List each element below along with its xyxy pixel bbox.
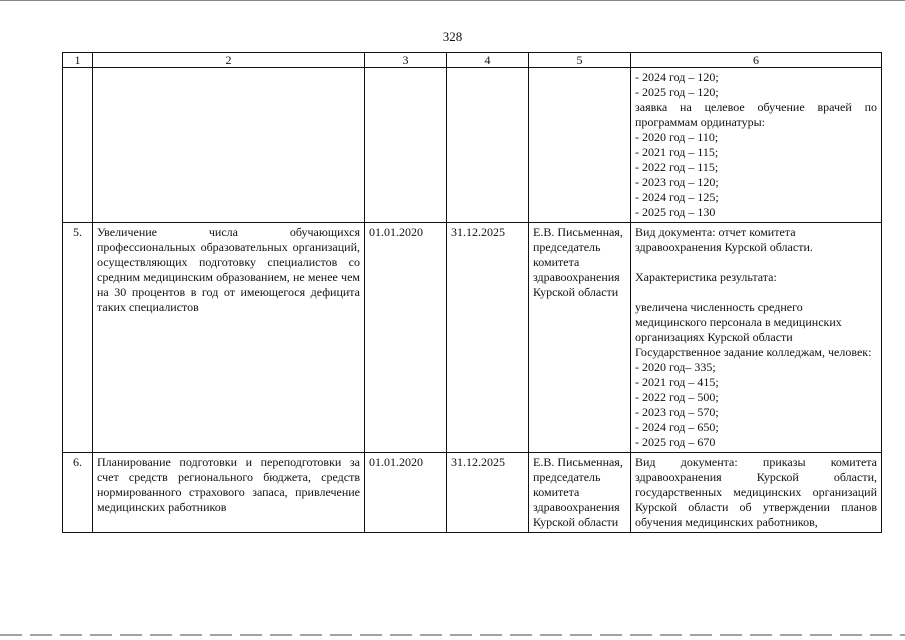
end-date: 31.12.2025 — [447, 453, 529, 533]
start-date: 01.01.2020 — [365, 223, 447, 453]
cont-result-cell — [631, 68, 882, 223]
header-cell-5: 5 — [529, 53, 631, 68]
start-date: 01.01.2020 — [365, 453, 447, 533]
result-line: - 2020 год– 335; — [635, 360, 716, 374]
result-line: Вид документа: отчет комитета здравоохранения Курской области. — [635, 225, 813, 254]
result-line: - 2023 год – 570; — [635, 405, 719, 419]
cont-cell-1 — [63, 68, 93, 223]
result-line: - 2025 год – 130 — [635, 205, 716, 219]
measure-text: Планирование подготовки и переподготовки за счет средств регионального бюджета, средств нормированного страхового запаса, привлечение медицинских работников — [93, 453, 365, 533]
cont-cell-2 — [93, 68, 365, 223]
header-row — [63, 53, 882, 68]
cont-cell-3 — [365, 68, 447, 223]
header-cell-2: 2 — [93, 53, 365, 68]
header-cell-4: 4 — [447, 53, 529, 68]
result-line: - 2020 год – 110; — [635, 130, 719, 144]
page-number: 328 — [442, 29, 463, 44]
top-rule — [0, 0, 905, 1]
end-date: 31.12.2025 — [447, 223, 529, 453]
result-line — [635, 255, 877, 270]
result-line: - 2022 год – 115; — [635, 160, 719, 174]
scan-edge — [0, 634, 905, 636]
result-line: Характеристика результата: — [635, 270, 777, 284]
row-number: 5. — [63, 223, 93, 453]
table-row-continued — [63, 68, 882, 223]
result-line: - 2024 год – 125; — [635, 190, 719, 204]
result-line: - 2024 год – 120; — [635, 70, 719, 84]
result-line: увеличена численность среднего медицинского персонала в медицинских организациях Курской области — [635, 300, 842, 344]
header-cell-1: 1 — [63, 53, 93, 68]
responsible-person: Е.В. Письменная, председатель комитета здравоохранения Курской области — [529, 223, 631, 453]
header-cell-3: 3 — [365, 53, 447, 68]
result-cell: Вид документа: приказы комитета здравоохранения Курской области, государственных медицинских организаций Курской области об утверждении планов обучения медицинских работников, — [631, 453, 882, 533]
result-cell — [631, 223, 882, 453]
result-line: Государственное задание колледжам, человек: — [635, 345, 872, 359]
header-cell-6: 6 — [631, 53, 882, 68]
table-row-5 — [63, 223, 882, 453]
measure-text: Увеличение числа обучающихся профессиональных образовательных организаций, осуществляющих подготовку специалистов со средним медицинским образованием, не менее чем на 30 процентов в год от имеющегося дефицита таких специалистов — [93, 223, 365, 453]
result-line — [635, 285, 877, 300]
result-line: - 2021 год – 115; — [635, 145, 719, 159]
result-line: - 2022 год – 500; — [635, 390, 719, 404]
cont-cell-4 — [447, 68, 529, 223]
result-line: - 2021 год – 415; — [635, 375, 719, 389]
result-line: - 2025 год – 120; — [635, 85, 719, 99]
row-number: 6. — [63, 453, 93, 533]
cont-cell-5 — [529, 68, 631, 223]
result-line: - 2025 год – 670 — [635, 435, 716, 449]
result-line: - 2023 год – 120; — [635, 175, 719, 189]
result-line: - 2024 год – 650; — [635, 420, 719, 434]
plan-table — [62, 52, 882, 533]
responsible-person: Е.В. Письменная, председатель комитета здравоохранения Курской области — [529, 453, 631, 533]
table-row-6 — [63, 453, 882, 533]
result-line: заявка на целевое обучение врачей по программам ординатуры: — [635, 100, 877, 129]
